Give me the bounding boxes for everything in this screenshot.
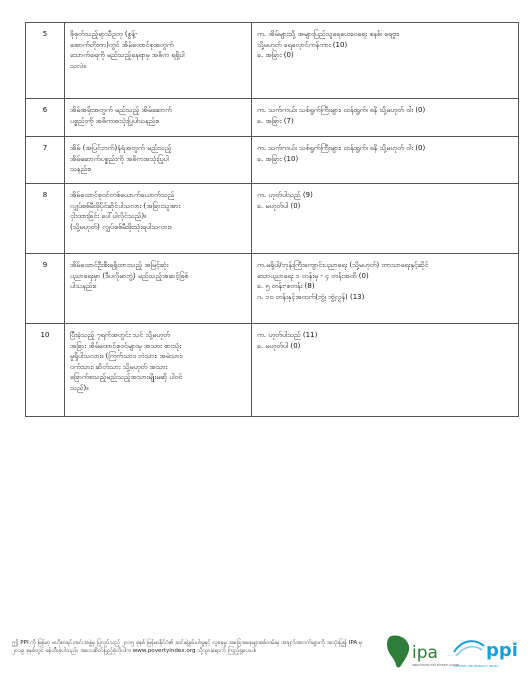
ipa-logo-text: ipa — [412, 643, 438, 663]
ipa-logo-sub: INNOVATIONS FOR POVERTY ACTION — [412, 664, 460, 667]
question-line: သည်)။ — [70, 383, 89, 392]
question-row — [26, 137, 519, 184]
question-line: အခြား အိမ်ထောင်စုဝင်များမှ အသား စားသုံး — [70, 341, 182, 350]
answer-option: ခ. ၅ တန်း-စတန်း (8) — [257, 282, 315, 290]
question-row — [26, 254, 519, 324]
answer-option: ဂ. ၁၀ တန်းနှင့်အထက်(ဘွဲ့၊ ဘွဲ့လွန်) (13) — [257, 292, 365, 301]
question-number: 8 — [26, 184, 65, 254]
answer-option: ခ. အခြား (7) — [257, 116, 294, 125]
question-line: စိုစုတ်သည့်ရာသီဥတု (စွန့်- — [70, 30, 138, 38]
answer-option: သို့မဟုတ် ရေလှောင်ကန်ကား (10) — [257, 40, 348, 49]
question-text — [65, 23, 252, 99]
question-line: အိမ်ဆောက်ပစ္စည်းကို အဓိကအသုံးပြုပါ — [70, 154, 169, 163]
question-text — [65, 184, 252, 254]
question-line: မှုရှိပါသလား။ (ကြက်သား၊ ဘဲသား၊ အမဲသား၊ — [70, 352, 183, 360]
ppi-logo-text: ppi — [486, 640, 518, 661]
question-number: 5 — [26, 23, 65, 99]
question-text — [65, 99, 252, 137]
question-line: ဝက်သား၊ ဆိတ်သား သို့မဟုတ် အသား — [70, 362, 168, 371]
question-line: သောက်ရေကို မည်သည့်နေရာမှ အဓိက ရရှိပါ — [70, 51, 185, 59]
question-line: အိမ် (အပြင်ဘက်)နံရံအတွက် မည်သည့် — [70, 144, 172, 152]
question-text — [65, 254, 252, 324]
question-line: အိမ်အမိုးအတွက် မည်သည့် အိမ်ဆောက် — [70, 106, 172, 114]
footer-note: ဤ PPI ကို မြန်မာ့ ဗဟိုစာရင်းအင်းအဖွဲ့မှ ပြုလုပ်သည့် ၂၀၁၅ ခုနှစ် မြန်မာနိုင်ငံ၏ ဆင်းရဲနွမ်းပါးမှုနှင့် လူနေမှု အခြေအနေများစစ်တမ်းမှ အချက်အလက်များကို အသုံးပြု၍ IPA မှ ၂၀၁၉ ခုနှစ်တွင် ဖန်တီးခဲ့ပါသည်။ အသေးစိတ်ပြည့်စုံလိုပါက www.povertyindex.org သို့သွားရောက် ကြည့်ရှုပေးပါ။ — [12, 640, 363, 654]
answer-options — [252, 137, 519, 184]
answer-options — [252, 99, 519, 137]
answer-option: ခ. မဟုတ်ပါ (0) — [257, 201, 301, 210]
question-line: လျှပ်စစ်မီးဖိုပိုင်ဆိုင်ပါသလား (အခြားသူအား — [70, 201, 181, 210]
question-row — [26, 324, 519, 417]
question-line: ခြောက်စသည့်မည်သည့်အသားမျိုးမဆို ပါဝင် — [70, 373, 183, 381]
ipa-logo — [385, 632, 460, 672]
ppi-logo — [452, 634, 524, 670]
answer-options — [252, 324, 519, 417]
question-row — [26, 99, 519, 137]
answer-option: ခ. အခြား (10) — [257, 154, 299, 163]
question-row — [26, 23, 519, 99]
question-line: အိမ်ထောင်ဦးစီးရရှိထားသည့် အမြင့်ဆုံး — [70, 261, 169, 269]
question-row — [26, 184, 519, 254]
ppi-question-table — [25, 22, 519, 417]
question-line: ပစ္စည်းကို အဓိကအသုံးပြုပါသနည်း။ — [70, 116, 160, 125]
answer-option: က. ဟုတ်ပါသည် (11) — [257, 331, 318, 339]
answer-options — [252, 254, 519, 324]
answer-option: ခ. မဟုတ်ပါ (0) — [257, 341, 301, 350]
question-line: သနည်း။ — [70, 165, 92, 173]
question-line: အောက်တိုဘာ)တွင် အိမ်ထောင်စုအတွက် — [70, 40, 174, 49]
ppi-logo-sub: POVERTY PROBABILITY INDEX — [454, 664, 499, 668]
question-number: 10 — [26, 324, 65, 417]
answer-option: က. အိမ်များသို့ အများပြည်သူရေပေးဝေရေး စနစ်၊ ရေဗူး၊ — [257, 30, 399, 38]
question-number: 7 — [26, 137, 65, 184]
answer-option: ခ. အခြား (0) — [257, 51, 294, 59]
question-line: အိမ်ထောင်စုဝင်တစ်ယောက်ယောက်သည် — [70, 191, 175, 199]
answer-options — [252, 23, 519, 99]
answer-option: က. ဟုတ်ပါသည် (9) — [257, 191, 313, 199]
answer-option: သောပညာရေး ၁ တန်းမှ - ၄ တန်းအထိ (0) — [257, 271, 369, 280]
question-text — [65, 324, 252, 417]
question-line: သလဲ။ — [70, 61, 86, 70]
question-line: ပြီးခဲ့သည့် ၇ရက်အတွင်း သင် သို့မဟုတ် — [70, 331, 170, 339]
question-number: 6 — [26, 99, 65, 137]
answer-option: က. သက်ကယ်၊ သစ်ရွက်ကြီးများ၊ ထန်းရွက်၊ ဓနိ သို့မဟုတ် ဝါး (0) — [257, 106, 426, 114]
question-line: ပါသနည်း။ — [70, 282, 97, 290]
question-line: ပညာရေးမှာ (ဒီပလိုမာဘွဲ့) မည်သည့်အဆင့်ဖြစ် — [70, 271, 189, 280]
answer-options — [252, 184, 519, 254]
question-line: ငှါးထားခြင်း ပေါ်ပါလိုင်သည်)။ — [70, 212, 147, 220]
answer-option: က. သက်ကယ်၊ သစ်ရွက်ကြီးများ၊ ထန်းရွက်၊ ဓနိ သို့မဟုတ် ဝါး (0) — [257, 144, 426, 152]
question-number: 9 — [26, 254, 65, 324]
question-text — [65, 137, 252, 184]
question-line: (သို့မဟုတ်) လျှပ်စစ်မီးဖိုးသုံးရပါသလား။ — [70, 222, 172, 231]
answer-option: က.မရှိပါ/ဘုန်းကြီးကျောင်းပညာရေး (သို့မဟုတ်) ဘာသာရေးနှင့်ဆိုင် — [257, 261, 429, 269]
